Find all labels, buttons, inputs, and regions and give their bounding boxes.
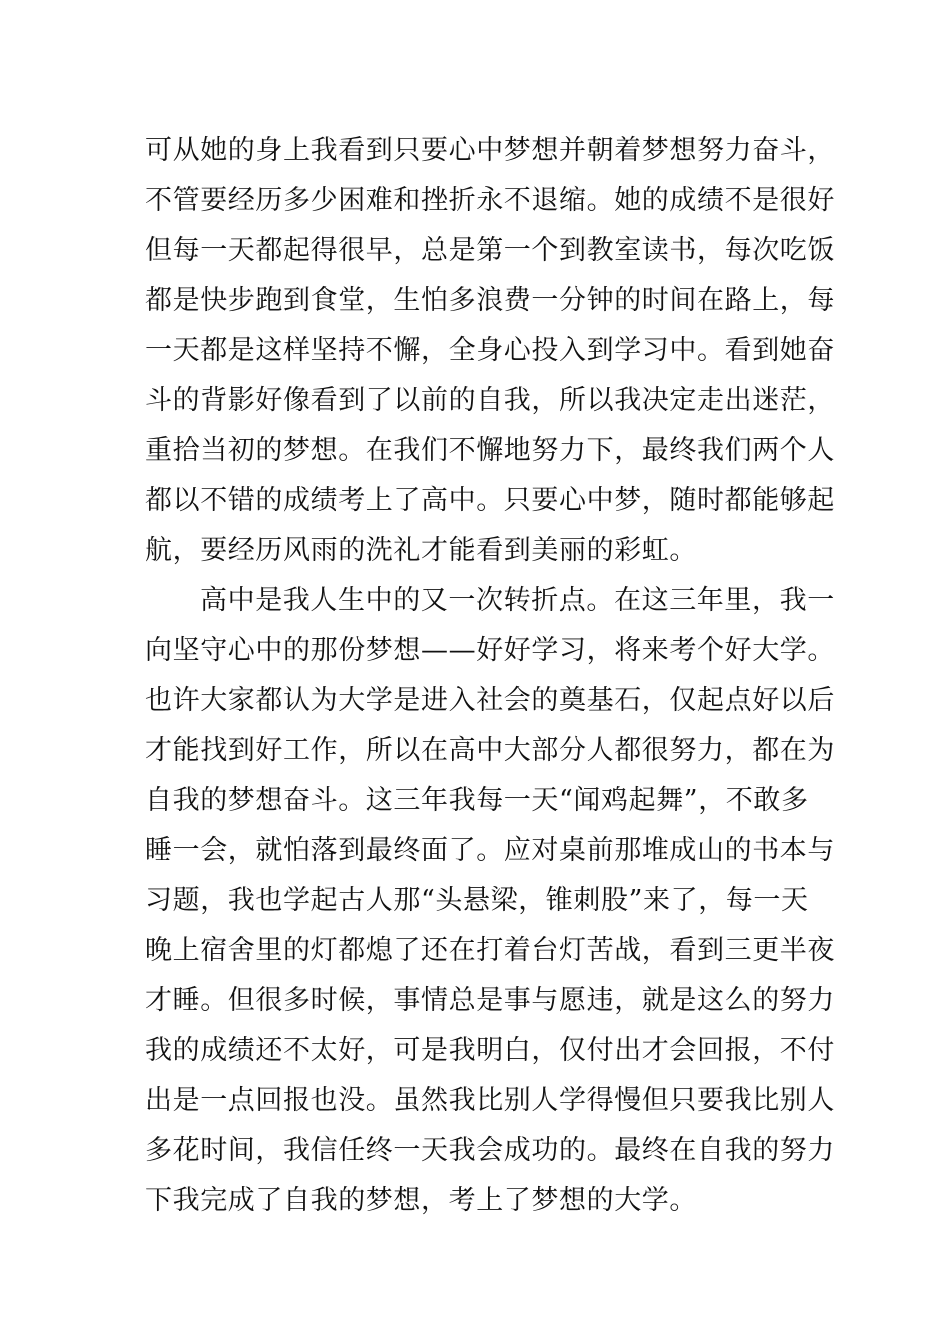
text-line: 都是快步跑到食堂，生怕多浪费一分钟的时间在路上，每 [145,285,835,316]
text-line: 重拾当初的梦想。在我们不懈地努力下，最终我们两个人 [145,435,835,466]
text-line: 才能找到好工作，所以在高中大部分人都很努力，都在为 [145,735,835,766]
text-line: 自我的梦想奋斗。这三年我每一天“闻鸡起舞”，不敢多 [145,785,809,816]
text-line: 出是一点回报也没。虽然我比别人学得慢但只要我比别人 [145,1085,835,1116]
text-line: 航，要经历风雨的洗礼才能看到美丽的彩虹。 [145,535,697,566]
text-line: 习题，我也学起古人那“头悬梁，锥刺股”来了，每一天 [145,885,809,916]
text-line: 可从她的身上我看到只要心中梦想并朝着梦想努力奋斗， [145,135,835,166]
text-line: 下我完成了自我的梦想，考上了梦想的大学。 [145,1185,697,1216]
text-line: 但每一天都起得很早，总是第一个到教室读书，每次吃饭 [145,235,835,266]
text-line: 不管要经历多少困难和挫折永不退缩。她的成绩不是很好 [145,185,835,216]
text-line: 斗的背影好像看到了以前的自我，所以我决定走出迷茫， [145,385,835,416]
paragraph-first-line: 高中是我人生中的又一次转折点。在这三年里，我一 [200,585,835,616]
text-line: 也许大家都认为大学是进入社会的奠基石，仅起点好以后 [145,685,835,716]
text-line: 才睡。但很多时候，事情总是事与愿违，就是这么的努力 [145,985,835,1016]
text-line: 都以不错的成绩考上了高中。只要心中梦，随时都能够起 [145,485,835,516]
text-line: 一天都是这样坚持不懈，全身心投入到学习中。看到她奋 [145,335,835,366]
text-line: 睡一会，就怕落到最终面了。应对桌前那堆成山的书本与 [145,835,835,866]
text-line: 多花时间，我信任终一天我会成功的。最终在自我的努力 [145,1135,835,1166]
text-line: 向坚守心中的那份梦想——好好学习，将来考个好大学。 [145,635,835,666]
text-line: 我的成绩还不太好，可是我明白，仅付出才会回报，不付 [145,1035,835,1066]
text-line: 晚上宿舍里的灯都熄了还在打着台灯苦战，看到三更半夜 [145,935,835,966]
